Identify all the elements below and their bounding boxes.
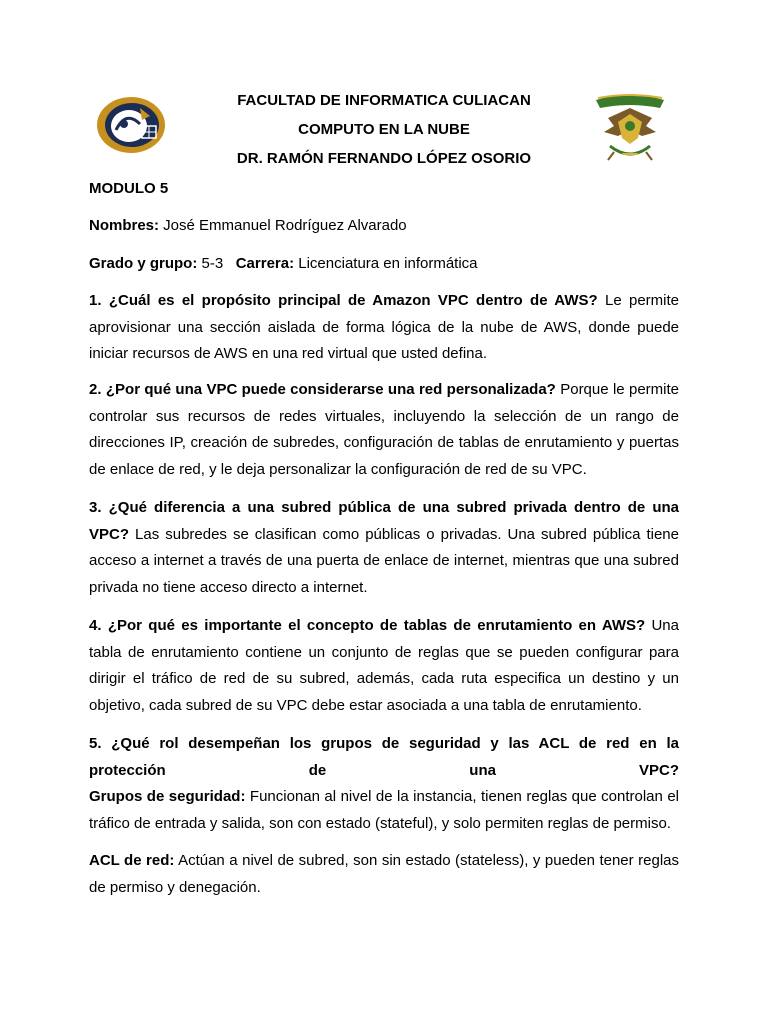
network-acl-label: ACL de red: <box>89 852 175 869</box>
security-groups-text: Funcionan al nivel de la instancia, tienen reglas que controlan el tráfico de entrada y salida, son con estado (stateful), y solo permiten reglas de permiso. <box>89 788 679 832</box>
question-1-paragraph <box>89 288 679 368</box>
answer-3: Las subredes se clasifican como públicas o privadas. Una subred pública tiene acceso a internet a través de una puerta de enlace de internet, mientras que una subred privada no tiene acceso directo a internet. <box>89 525 679 596</box>
security-groups-paragraph <box>89 784 679 837</box>
network-acl-text: Actúan a nivel de subred, son sin estado (stateless), y pueden tener reglas de permiso y denegación. <box>89 852 680 896</box>
career-value: Licenciatura en informática <box>294 255 478 272</box>
grade-value: 5-3 <box>197 255 224 272</box>
question-3: 3. ¿Qué diferencia a una subred pública de una subred privada dentro de una VPC? <box>89 499 679 543</box>
student-names-line <box>89 213 679 240</box>
course-title: COMPUTO EN LA NUBE <box>298 121 470 138</box>
names-label: Nombres: <box>89 217 160 234</box>
question-5-paragraph <box>89 731 679 784</box>
question-4-paragraph <box>89 613 679 719</box>
question-1: 1. ¿Cuál es el propósito principal de Amazon VPC dentro de AWS? <box>89 292 598 309</box>
professor-name: DR. RAMÓN FERNANDO LÓPEZ OSORIO <box>236 150 532 167</box>
names-value: José Emmanuel Rodríguez Alvarado <box>159 217 407 234</box>
question-4: 4. ¿Por qué es importante el concepto de tablas de enrutamiento en AWS? <box>89 617 646 634</box>
answer-2: Porque le permite controlar sus recursos de redes virtuales, incluyendo la selección de un rango de direcciones IP, creación de subredes, configuración de tablas de enrutamiento y puertas de enlace de red, y le deja personalizar la configuración de red de su VPC. <box>89 381 679 478</box>
security-groups-label: Grupos de seguridad: <box>89 788 246 805</box>
question-5: 5. ¿Qué rol desempeñan los grupos de seguridad y las ACL de red en la protección de una VPC? <box>89 735 679 779</box>
question-3-paragraph <box>89 495 679 601</box>
question-2-paragraph <box>89 377 679 483</box>
question-2: 2. ¿Por qué una VPC puede considerarse una red personalizada? <box>89 381 556 398</box>
grade-career-line <box>89 251 679 278</box>
faculty-title: FACULTAD DE INFORMATICA CULIACAN <box>237 92 531 109</box>
career-label: Carrera: <box>235 255 295 272</box>
module-heading <box>89 176 679 203</box>
module-label: MODULO 5 <box>89 180 169 197</box>
grade-label: Grado y grupo: <box>89 255 198 272</box>
network-acl-paragraph <box>89 848 679 901</box>
answer-4: Una tabla de enrutamiento contiene un conjunto de reglas que se pueden configurar para dirigir el tráfico de red de su subred, además, cada ruta especifica un destino y un objetivo, cada subred de su VPC debe estar asociada a una tabla de enrutamiento. <box>89 617 679 714</box>
answer-1: Le permite aprovisionar una sección aislada de forma lógica de la nube de AWS, donde puede iniciar recursos de AWS en una red virtual que usted defina. <box>89 292 680 363</box>
